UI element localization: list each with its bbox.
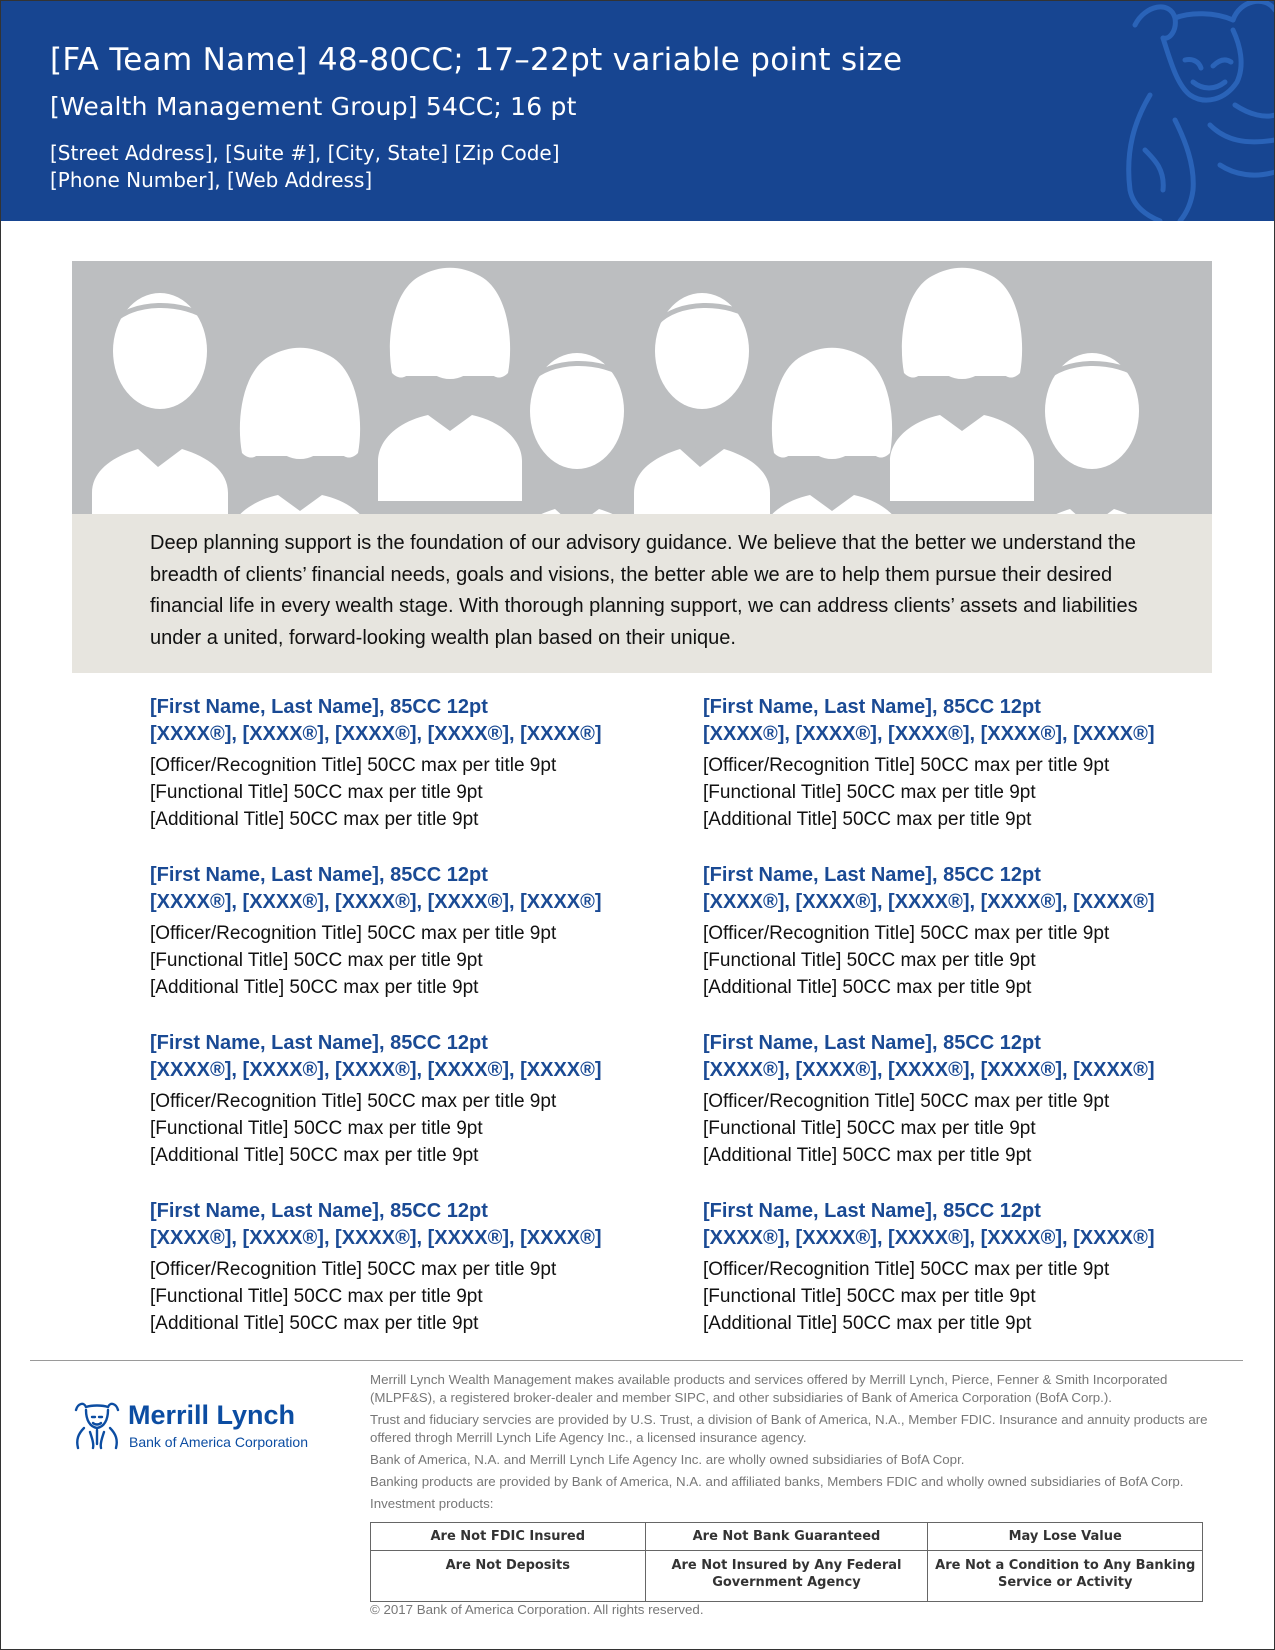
- member-credentials: [XXXX®], [XXXX®], [XXXX®], [XXXX®], [XXXX®]: [703, 723, 1155, 745]
- disclosures: [370, 1371, 1220, 1517]
- team-silhouettes-illustration: [72, 261, 1212, 514]
- member-functional-title: [Functional Title] 50CC max per title 9pt: [150, 1118, 483, 1139]
- header-banner: [0, 0, 1275, 221]
- intro-text: Deep planning support is the foundation of our advisory guidance. We believe that the better we understand the breadth of clients’ financial needs, goals and visions, the better able we are to help them pursue their desired financial life in every wealth stage. With thorough planning support, we can address clients’ assets and liabilities under a united, forward-looking wealth plan based on their unique.: [150, 532, 1138, 649]
- intro-panel: [72, 514, 1212, 673]
- member-functional-title: [Functional Title] 50CC max per title 9pt: [703, 1286, 1036, 1307]
- member-additional-title: [Additional Title] 50CC max per title 9pt: [150, 1313, 479, 1334]
- member-officer-title: [Officer/Recognition Title] 50CC max per title 9pt: [703, 755, 1110, 776]
- hero-illustration: [72, 261, 1212, 514]
- table-row: [371, 1551, 1203, 1602]
- member-name: [First Name, Last Name], 85CC 12pt: [150, 696, 488, 718]
- member-name: [First Name, Last Name], 85CC 12pt: [703, 696, 1041, 718]
- member-name: [First Name, Last Name], 85CC 12pt: [150, 1200, 488, 1222]
- table-cell: Are Not Insured by Any Federal Government Agency: [645, 1551, 928, 1602]
- member-additional-title: [Additional Title] 50CC max per title 9pt: [150, 809, 479, 830]
- disclosure-paragraph: Investment products:: [370, 1496, 494, 1511]
- member-credentials: [XXXX®], [XXXX®], [XXXX®], [XXXX®], [XXXX®]: [150, 1227, 602, 1249]
- member-functional-title: [Functional Title] 50CC max per title 9pt: [150, 950, 483, 971]
- member-additional-title: [Additional Title] 50CC max per title 9pt: [703, 1313, 1032, 1334]
- disclosure-paragraph: Merrill Lynch Wealth Management makes available products and services offered by Merrill Lynch, Pierce, Fenner & Smith Incorporated (MLPF&S), a registered broker-dealer and member SIPC, and other subsidiaries of Bank of America Corporation (BofA Corp.).: [370, 1372, 1168, 1405]
- member-credentials: [XXXX®], [XXXX®], [XXXX®], [XXXX®], [XXXX®]: [703, 1227, 1155, 1249]
- member-additional-title: [Additional Title] 50CC max per title 9pt: [703, 977, 1032, 998]
- team-member-card: [703, 862, 1243, 1001]
- member-officer-title: [Officer/Recognition Title] 50CC max per title 9pt: [150, 1259, 557, 1280]
- table-cell: Are Not Deposits: [371, 1551, 646, 1602]
- table-cell: Are Not a Condition to Any Banking Service or Activity: [928, 1551, 1203, 1602]
- member-name: [First Name, Last Name], 85CC 12pt: [703, 1200, 1041, 1222]
- team-member-card: [703, 1198, 1243, 1337]
- footer-divider: [30, 1360, 1243, 1361]
- member-functional-title: [Functional Title] 50CC max per title 9pt: [703, 950, 1036, 971]
- copyright-notice: © 2017 Bank of America Corporation. All rights reserved.: [370, 1602, 704, 1617]
- member-name: [First Name, Last Name], 85CC 12pt: [150, 864, 488, 886]
- member-officer-title: [Officer/Recognition Title] 50CC max per title 9pt: [703, 1091, 1110, 1112]
- member-officer-title: [Officer/Recognition Title] 50CC max per title 9pt: [703, 1259, 1110, 1280]
- member-additional-title: [Additional Title] 50CC max per title 9pt: [150, 977, 479, 998]
- member-additional-title: [Additional Title] 50CC max per title 9pt: [150, 1145, 479, 1166]
- group-name: [Wealth Management Group] 54CC; 16 pt: [50, 92, 577, 121]
- member-officer-title: [Officer/Recognition Title] 50CC max per title 9pt: [703, 923, 1110, 944]
- table-cell: Are Not Bank Guaranteed: [645, 1523, 928, 1551]
- team-member-card: [150, 862, 690, 1001]
- member-credentials: [XXXX®], [XXXX®], [XXXX®], [XXXX®], [XXXX®]: [703, 891, 1155, 913]
- team-member-card: [150, 1198, 690, 1337]
- member-functional-title: [Functional Title] 50CC max per title 9pt: [703, 1118, 1036, 1139]
- disclosure-paragraph: Bank of America, N.A. and Merrill Lynch Life Agency Inc. are wholly owned subsidiaries of BofA Copr.: [370, 1452, 965, 1467]
- table-row: [371, 1523, 1203, 1551]
- table-cell: Are Not FDIC Insured: [371, 1523, 646, 1551]
- logo-brand-name: Merrill Lynch: [128, 1400, 296, 1430]
- fdic-disclosure-table: [370, 1522, 1203, 1602]
- member-officer-title: [Officer/Recognition Title] 50CC max per title 9pt: [150, 755, 557, 776]
- table-cell: May Lose Value: [928, 1523, 1203, 1551]
- member-additional-title: [Additional Title] 50CC max per title 9pt: [703, 809, 1032, 830]
- member-officer-title: [Officer/Recognition Title] 50CC max per title 9pt: [150, 1091, 557, 1112]
- bull-logo-icon: [72, 1400, 122, 1450]
- team-name: [FA Team Name] 48-80CC; 17–22pt variable point size: [50, 42, 903, 78]
- disclosure-paragraph: Trust and fiduciary servcies are provided by U.S. Trust, a division of Bank of America, N.A., Member FDIC. Insurance and annuity products are offered throgh Merrill Lynch Life Agency Inc., a licensed insurance agency.: [370, 1412, 1208, 1445]
- member-credentials: [XXXX®], [XXXX®], [XXXX®], [XXXX®], [XXXX®]: [703, 1059, 1155, 1081]
- logo-subtitle: Bank of America Corporation: [129, 1434, 308, 1450]
- member-functional-title: [Functional Title] 50CC max per title 9pt: [150, 782, 483, 803]
- member-name: [First Name, Last Name], 85CC 12pt: [703, 1032, 1041, 1054]
- address-line: [Street Address], [Suite #], [City, State] [Zip Code]: [50, 141, 560, 165]
- member-credentials: [XXXX®], [XXXX®], [XXXX®], [XXXX®], [XXXX®]: [150, 723, 602, 745]
- member-name: [First Name, Last Name], 85CC 12pt: [703, 864, 1041, 886]
- disclosure-paragraph: Banking products are provided by Bank of America, N.A. and affiliated banks, Members FDIC and wholly owned subsidiaries of BofA Corp.: [370, 1474, 1184, 1489]
- team-member-card: [150, 1030, 690, 1169]
- contact-line: [Phone Number], [Web Address]: [50, 168, 373, 192]
- member-credentials: [XXXX®], [XXXX®], [XXXX®], [XXXX®], [XXXX®]: [150, 1059, 602, 1081]
- member-officer-title: [Officer/Recognition Title] 50CC max per title 9pt: [150, 923, 557, 944]
- member-name: [First Name, Last Name], 85CC 12pt: [150, 1032, 488, 1054]
- member-additional-title: [Additional Title] 50CC max per title 9pt: [703, 1145, 1032, 1166]
- team-member-card: [703, 1030, 1243, 1169]
- member-credentials: [XXXX®], [XXXX®], [XXXX®], [XXXX®], [XXXX®]: [150, 891, 602, 913]
- member-functional-title: [Functional Title] 50CC max per title 9pt: [150, 1286, 483, 1307]
- member-functional-title: [Functional Title] 50CC max per title 9pt: [703, 782, 1036, 803]
- bull-watermark-icon: [1115, 0, 1275, 221]
- team-member-card: [150, 694, 690, 833]
- team-member-card: [703, 694, 1243, 833]
- contact-block: [50, 140, 560, 194]
- merrill-lynch-logo: [72, 1400, 332, 1460]
